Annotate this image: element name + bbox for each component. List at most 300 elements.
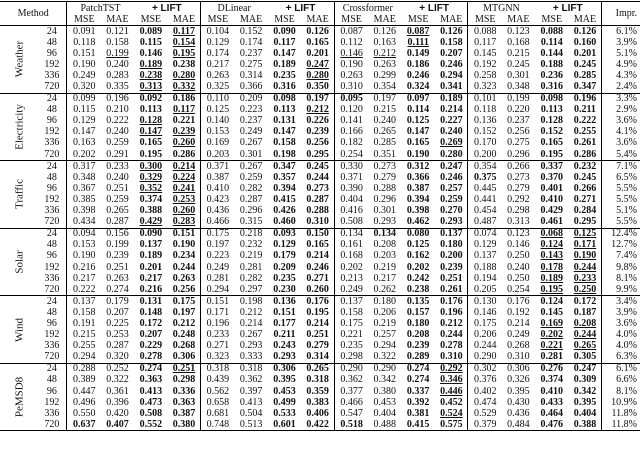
metric-value-cell bbox=[168, 341, 200, 352]
metric-value-cell bbox=[401, 330, 435, 341]
metric-value: 0.324 bbox=[406, 81, 430, 93]
metric-value: 0.310 bbox=[340, 81, 363, 93]
metric-value: 0.446 bbox=[440, 385, 463, 397]
horizon-cell: 192 bbox=[39, 262, 66, 273]
metric-value-cell bbox=[569, 127, 601, 138]
metric-value: 0.283 bbox=[172, 216, 196, 228]
metric-value: 0.211 bbox=[273, 329, 296, 341]
metric-value: 0.326 bbox=[507, 374, 530, 386]
metric-value-cell bbox=[267, 48, 301, 59]
metric-value: 0.466 bbox=[340, 396, 363, 408]
metric-value: 0.681 bbox=[206, 407, 230, 419]
metric-value-cell bbox=[401, 318, 435, 329]
metric-value: 0.366 bbox=[406, 171, 430, 183]
metric-value-cell bbox=[435, 330, 467, 341]
metric-value: 0.195 bbox=[139, 148, 163, 160]
metric-value: 0.287 bbox=[239, 193, 263, 205]
metric-value: 0.213 bbox=[340, 272, 363, 284]
metric-value-cell bbox=[435, 228, 467, 240]
table-row bbox=[0, 70, 640, 81]
metric-value-cell bbox=[569, 296, 601, 308]
metric-value-cell bbox=[535, 138, 569, 149]
metric-value-cell bbox=[134, 251, 168, 262]
metric-value-cell bbox=[334, 26, 368, 38]
metric-value-cell bbox=[67, 161, 101, 173]
metric-value: 0.245 bbox=[573, 58, 597, 70]
metric-value: 0.342 bbox=[573, 385, 597, 397]
metric-value-cell bbox=[435, 386, 467, 397]
metric-value: 0.255 bbox=[573, 126, 597, 138]
improvement-value: 8.1% bbox=[616, 385, 637, 397]
metric-value-cell bbox=[302, 93, 334, 105]
metric-value: 0.165 bbox=[139, 137, 163, 149]
metric-mse: MSE bbox=[67, 14, 101, 26]
metric-mse: MSE bbox=[334, 14, 368, 26]
metric-value-cell bbox=[134, 318, 168, 329]
metric-value-cell bbox=[101, 408, 133, 419]
metric-value: 0.290 bbox=[340, 363, 363, 375]
horizon-cell: 336 bbox=[39, 408, 66, 419]
metric-value-cell bbox=[101, 93, 133, 105]
metric-value-cell bbox=[334, 93, 368, 105]
horizon-cell: 48 bbox=[39, 105, 66, 116]
metric-value: 0.363 bbox=[139, 374, 163, 386]
metric-value: 0.385 bbox=[73, 193, 96, 205]
metric-value: 0.415 bbox=[406, 418, 430, 430]
metric-value-cell bbox=[267, 116, 301, 127]
metric-value-cell bbox=[168, 127, 200, 138]
improvement-value: 4.1% bbox=[616, 126, 637, 138]
table-row bbox=[0, 284, 640, 296]
metric-value: 0.115 bbox=[139, 36, 162, 48]
metric-value-cell bbox=[235, 105, 267, 116]
metric-value-cell bbox=[67, 251, 101, 262]
metric-value-cell bbox=[302, 296, 334, 308]
metric-mse: MSE bbox=[401, 14, 435, 26]
horizon-cell: 24 bbox=[39, 93, 66, 105]
metric-value-cell bbox=[435, 296, 467, 308]
metric-value: 0.265 bbox=[373, 126, 396, 138]
metric-value-cell bbox=[200, 375, 234, 386]
metric-value: 0.407 bbox=[106, 418, 129, 430]
metric-value-cell bbox=[435, 127, 467, 138]
metric-value-cell bbox=[569, 37, 601, 48]
table-row bbox=[0, 26, 640, 38]
metric-value-cell bbox=[67, 273, 101, 284]
metric-value-cell bbox=[502, 408, 534, 419]
improvement-value: 7.1% bbox=[616, 160, 637, 172]
metric-value-cell bbox=[502, 419, 534, 431]
metric-value-cell bbox=[168, 70, 200, 81]
metric-value: 0.267 bbox=[239, 137, 263, 149]
metric-value-cell bbox=[468, 217, 502, 229]
metric-value: 0.137 bbox=[473, 250, 497, 262]
metric-mae: MAE bbox=[168, 14, 200, 26]
metric-value-cell bbox=[502, 273, 534, 284]
metric-value-cell bbox=[67, 70, 101, 81]
metric-value-cell bbox=[168, 217, 200, 229]
metric-value-cell bbox=[401, 217, 435, 229]
metric-value-cell bbox=[569, 149, 601, 161]
metric-value: 0.259 bbox=[440, 193, 463, 205]
metric-value: 0.342 bbox=[373, 374, 396, 386]
metric-value-cell bbox=[535, 375, 569, 386]
metric-value-cell bbox=[267, 386, 301, 397]
metric-value: 0.153 bbox=[73, 239, 96, 251]
metric-value-cell bbox=[200, 397, 234, 408]
metric-value-cell bbox=[101, 116, 133, 127]
horizon-cell: 336 bbox=[39, 206, 66, 217]
metric-value: 0.337 bbox=[406, 385, 430, 397]
metric-value: 0.197 bbox=[206, 239, 230, 251]
metric-value-cell bbox=[569, 397, 601, 408]
metric-value: 0.168 bbox=[340, 250, 363, 262]
horizon-cell: 24 bbox=[39, 228, 66, 240]
metric-value-cell bbox=[168, 386, 200, 397]
metric-value-cell bbox=[134, 37, 168, 48]
metric-value-cell bbox=[235, 93, 267, 105]
metric-value: 0.381 bbox=[406, 407, 430, 419]
metric-value: 0.313 bbox=[507, 216, 530, 228]
improvement-value: 9.9% bbox=[601, 284, 640, 296]
metric-value: 0.166 bbox=[340, 126, 363, 138]
metric-value: 0.314 bbox=[239, 69, 263, 81]
metric-value: 0.263 bbox=[340, 69, 363, 81]
metric-value: 0.426 bbox=[273, 205, 296, 217]
metric-value: 0.094 bbox=[73, 228, 96, 240]
metric-value-cell bbox=[302, 217, 334, 229]
metric-value-cell bbox=[535, 307, 569, 318]
metric-value: 0.175 bbox=[473, 317, 497, 329]
metric-value-cell bbox=[267, 363, 301, 375]
metric-value: 0.430 bbox=[507, 396, 530, 408]
metric-value: 0.158 bbox=[73, 306, 96, 318]
metric-value: 0.508 bbox=[139, 407, 163, 419]
improvement-value: 5.4% bbox=[601, 149, 640, 161]
metric-value-cell bbox=[168, 273, 200, 284]
metric-value: 0.158 bbox=[273, 137, 296, 149]
metric-value-cell bbox=[134, 386, 168, 397]
metric-value: 0.192 bbox=[473, 58, 497, 70]
metric-value: 0.118 bbox=[474, 104, 497, 116]
metric-value-cell bbox=[435, 81, 467, 93]
metric-value-cell bbox=[535, 262, 569, 273]
metric-value: 0.176 bbox=[306, 295, 329, 307]
metric-value-cell bbox=[569, 262, 601, 273]
table-row bbox=[0, 206, 640, 217]
metric-value: 0.406 bbox=[306, 407, 329, 419]
metric-value: 0.189 bbox=[139, 58, 163, 70]
metric-value: 0.137 bbox=[139, 239, 163, 251]
improvement-value: 6.6% bbox=[616, 374, 637, 386]
metric-value: 0.187 bbox=[573, 306, 597, 318]
metric-value-cell bbox=[101, 138, 133, 149]
dataset-name: PeMSD8 bbox=[13, 376, 26, 418]
metric-value: 0.170 bbox=[473, 137, 497, 149]
metric-value-cell bbox=[369, 59, 401, 70]
metric-value: 0.068 bbox=[540, 228, 564, 240]
metric-value: 0.212 bbox=[373, 47, 396, 59]
metric-value-cell bbox=[235, 262, 267, 273]
metric-value-cell bbox=[435, 341, 467, 352]
metric-value-cell bbox=[302, 419, 334, 431]
improvement-value: 3.6% bbox=[616, 115, 637, 127]
metric-value: 0.259 bbox=[106, 137, 129, 149]
horizon-cell: 720 bbox=[39, 81, 66, 93]
metric-value: 0.239 bbox=[106, 250, 129, 262]
metric-value: 0.320 bbox=[73, 81, 96, 93]
metric-value-cell bbox=[369, 93, 401, 105]
metric-value: 0.244 bbox=[573, 261, 597, 273]
metric-value: 0.298 bbox=[172, 374, 196, 386]
metric-value: 0.207 bbox=[106, 306, 129, 318]
improvement-value: 6.1% bbox=[616, 363, 637, 375]
horizon-cell: 24 bbox=[39, 161, 66, 173]
metric-value: 0.350 bbox=[306, 81, 329, 93]
metric-value-cell bbox=[101, 330, 133, 341]
metric-value: 0.254 bbox=[340, 148, 363, 160]
metric-value: 0.247 bbox=[440, 160, 463, 172]
metric-value-cell bbox=[101, 81, 133, 93]
metric-value: 0.169 bbox=[206, 137, 230, 149]
metric-value-cell bbox=[235, 161, 267, 173]
metric-value: 0.394 bbox=[406, 193, 430, 205]
metric-value-cell bbox=[468, 419, 502, 431]
metric-value: 0.371 bbox=[340, 171, 363, 183]
metric-value-cell bbox=[101, 419, 133, 431]
table-row bbox=[0, 397, 640, 408]
metric-mse: MSE bbox=[468, 14, 502, 26]
metric-value-cell bbox=[334, 318, 368, 329]
metric-value-cell bbox=[235, 273, 267, 284]
metric-value-cell bbox=[67, 37, 101, 48]
metric-value-cell bbox=[468, 307, 502, 318]
table-row bbox=[0, 386, 640, 397]
metric-value: 0.362 bbox=[340, 374, 363, 386]
improvement-value: 11.8% bbox=[611, 407, 637, 419]
metric-value-cell bbox=[369, 138, 401, 149]
metric-value: 0.125 bbox=[406, 115, 430, 127]
table-row bbox=[0, 116, 640, 127]
metric-value-cell bbox=[200, 37, 234, 48]
horizon-cell: 192 bbox=[39, 194, 66, 205]
metric-value: 0.294 bbox=[373, 340, 396, 352]
metric-value-cell bbox=[334, 161, 368, 173]
metric-value: 0.286 bbox=[172, 148, 196, 160]
horizon-cell: 48 bbox=[39, 307, 66, 318]
metric-value-cell bbox=[67, 352, 101, 364]
metric-value: 0.285 bbox=[573, 69, 597, 81]
metric-value: 0.562 bbox=[206, 385, 230, 397]
improvement-value: 6.1% bbox=[616, 25, 637, 37]
metric-value-cell bbox=[401, 161, 435, 173]
metric-value: 0.134 bbox=[373, 228, 396, 240]
metric-value: 0.110 bbox=[206, 93, 229, 105]
metric-value: 0.174 bbox=[206, 47, 230, 59]
metric-value-cell bbox=[134, 363, 168, 375]
metric-value: 0.146 bbox=[139, 47, 163, 59]
metric-value: 0.192 bbox=[507, 306, 530, 318]
table-row bbox=[0, 408, 640, 419]
metric-value: 0.461 bbox=[540, 216, 564, 228]
metric-value-cell bbox=[334, 240, 368, 251]
metric-value: 0.237 bbox=[239, 47, 263, 59]
table-row bbox=[0, 217, 640, 229]
metric-value: 0.748 bbox=[206, 418, 230, 430]
metric-value: 0.387 bbox=[206, 171, 230, 183]
metric-value: 0.508 bbox=[340, 216, 363, 228]
metric-value-cell bbox=[134, 419, 168, 431]
metric-value-cell bbox=[334, 408, 368, 419]
metric-value: 0.087 bbox=[406, 25, 430, 37]
metric-value: 0.453 bbox=[373, 396, 396, 408]
metric-value-cell bbox=[267, 149, 301, 161]
metric-value: 0.233 bbox=[573, 272, 597, 284]
metric-value-cell bbox=[200, 273, 234, 284]
metric-value: 0.265 bbox=[106, 205, 129, 217]
metric-value-cell bbox=[101, 149, 133, 161]
metric-value: 0.601 bbox=[273, 418, 296, 430]
metric-value-cell bbox=[168, 206, 200, 217]
metric-value: 0.332 bbox=[172, 81, 196, 93]
metric-value: 0.199 bbox=[106, 47, 129, 59]
metric-value: 0.287 bbox=[106, 340, 129, 352]
metric-value: 0.212 bbox=[239, 306, 263, 318]
model-header-lift-4: + LIFT bbox=[535, 2, 602, 15]
metric-value: 0.246 bbox=[440, 58, 463, 70]
metric-value: 0.300 bbox=[139, 160, 163, 172]
metric-value-cell bbox=[369, 70, 401, 81]
metric-value-cell bbox=[168, 138, 200, 149]
metric-value: 0.396 bbox=[106, 396, 129, 408]
metric-value-cell bbox=[502, 48, 534, 59]
metric-value: 0.137 bbox=[440, 228, 463, 240]
metric-value: 0.315 bbox=[239, 216, 263, 228]
table-header bbox=[0, 2, 640, 26]
metric-value-cell bbox=[369, 116, 401, 127]
metric-value-cell bbox=[67, 307, 101, 318]
metric-value: 0.294 bbox=[440, 69, 463, 81]
metric-value: 0.217 bbox=[206, 58, 230, 70]
metric-value-cell bbox=[435, 161, 467, 173]
metric-value-cell bbox=[101, 26, 133, 38]
metric-value: 0.250 bbox=[507, 250, 530, 262]
metric-value-cell bbox=[302, 48, 334, 59]
metric-value-cell bbox=[369, 251, 401, 262]
metric-value-cell bbox=[569, 284, 601, 296]
metric-value-cell bbox=[302, 341, 334, 352]
metric-value-cell bbox=[200, 59, 234, 70]
metric-value: 0.292 bbox=[440, 363, 463, 375]
metric-value-cell bbox=[502, 172, 534, 183]
metric-value-cell bbox=[235, 149, 267, 161]
metric-value-cell bbox=[168, 262, 200, 273]
metric-value: 0.235 bbox=[273, 272, 296, 284]
metric-value: 0.245 bbox=[573, 171, 597, 183]
metric-value-cell bbox=[334, 262, 368, 273]
metric-value: 0.147 bbox=[139, 126, 163, 138]
metric-value-cell bbox=[502, 183, 534, 194]
metric-value-cell bbox=[334, 127, 368, 138]
metric-value-cell bbox=[334, 419, 368, 431]
metric-value: 0.200 bbox=[440, 250, 463, 262]
metric-value-cell bbox=[435, 206, 467, 217]
horizon-cell: 336 bbox=[39, 138, 66, 149]
metric-value: 0.249 bbox=[73, 69, 96, 81]
metric-value: 0.240 bbox=[106, 126, 129, 138]
metric-value: 0.074 bbox=[473, 228, 497, 240]
metric-value-cell bbox=[168, 251, 200, 262]
metric-value-cell bbox=[369, 318, 401, 329]
metric-value-cell bbox=[435, 194, 467, 205]
metric-value: 0.271 bbox=[573, 193, 597, 205]
metric-value: 0.251 bbox=[306, 329, 329, 341]
metric-value-cell bbox=[535, 105, 569, 116]
metric-value-cell bbox=[302, 386, 334, 397]
metric-value-cell bbox=[168, 161, 200, 173]
metric-value-cell bbox=[334, 386, 368, 397]
metric-value: 0.260 bbox=[172, 205, 196, 217]
metric-value: 0.190 bbox=[573, 250, 597, 262]
metric-value-cell bbox=[302, 240, 334, 251]
metric-value: 0.117 bbox=[173, 25, 195, 37]
metric-value: 0.249 bbox=[507, 329, 530, 341]
metric-value-cell bbox=[302, 397, 334, 408]
metric-value: 0.250 bbox=[573, 283, 597, 295]
metric-value: 0.214 bbox=[172, 160, 196, 172]
metric-value: 0.217 bbox=[73, 272, 96, 284]
metric-value: 0.238 bbox=[139, 69, 163, 81]
metric-value: 0.296 bbox=[373, 193, 396, 205]
metric-value: 0.126 bbox=[573, 25, 597, 37]
metric-value: 0.375 bbox=[473, 171, 497, 183]
metric-value: 0.402 bbox=[473, 385, 497, 397]
metric-value: 0.258 bbox=[473, 69, 497, 81]
metric-value-cell bbox=[267, 93, 301, 105]
metric-value: 0.276 bbox=[540, 363, 564, 375]
metric-mae: MAE bbox=[302, 14, 334, 26]
horizon-cell: 336 bbox=[39, 70, 66, 81]
metric-value: 0.317 bbox=[73, 160, 96, 172]
metric-value: 0.280 bbox=[172, 69, 196, 81]
metric-value-cell bbox=[535, 318, 569, 329]
metric-value: 0.376 bbox=[473, 374, 497, 386]
metric-value-cell bbox=[468, 240, 502, 251]
metric-value: 0.398 bbox=[73, 205, 96, 217]
metric-value-cell bbox=[502, 318, 534, 329]
metric-mae: MAE bbox=[235, 14, 267, 26]
metric-value: 0.395 bbox=[507, 385, 530, 397]
metric-value: 0.088 bbox=[473, 25, 497, 37]
metric-value: 0.177 bbox=[273, 317, 296, 329]
metric-value-cell bbox=[468, 284, 502, 296]
metric-value-cell bbox=[302, 307, 334, 318]
metric-value-cell bbox=[468, 330, 502, 341]
metric-value-cell bbox=[235, 330, 267, 341]
metric-value-cell bbox=[468, 194, 502, 205]
metric-value-cell bbox=[168, 408, 200, 419]
metric-value-cell bbox=[369, 105, 401, 116]
metric-value: 0.240 bbox=[106, 171, 129, 183]
metric-value: 0.420 bbox=[106, 407, 129, 419]
metric-value: 0.260 bbox=[306, 283, 329, 295]
metric-value-cell bbox=[535, 116, 569, 127]
metric-value: 0.163 bbox=[373, 36, 396, 48]
metric-value: 0.348 bbox=[507, 81, 530, 93]
metric-value: 0.287 bbox=[306, 193, 329, 205]
improvement-value: 8.1% bbox=[616, 272, 637, 284]
metric-value: 0.310 bbox=[440, 351, 463, 363]
